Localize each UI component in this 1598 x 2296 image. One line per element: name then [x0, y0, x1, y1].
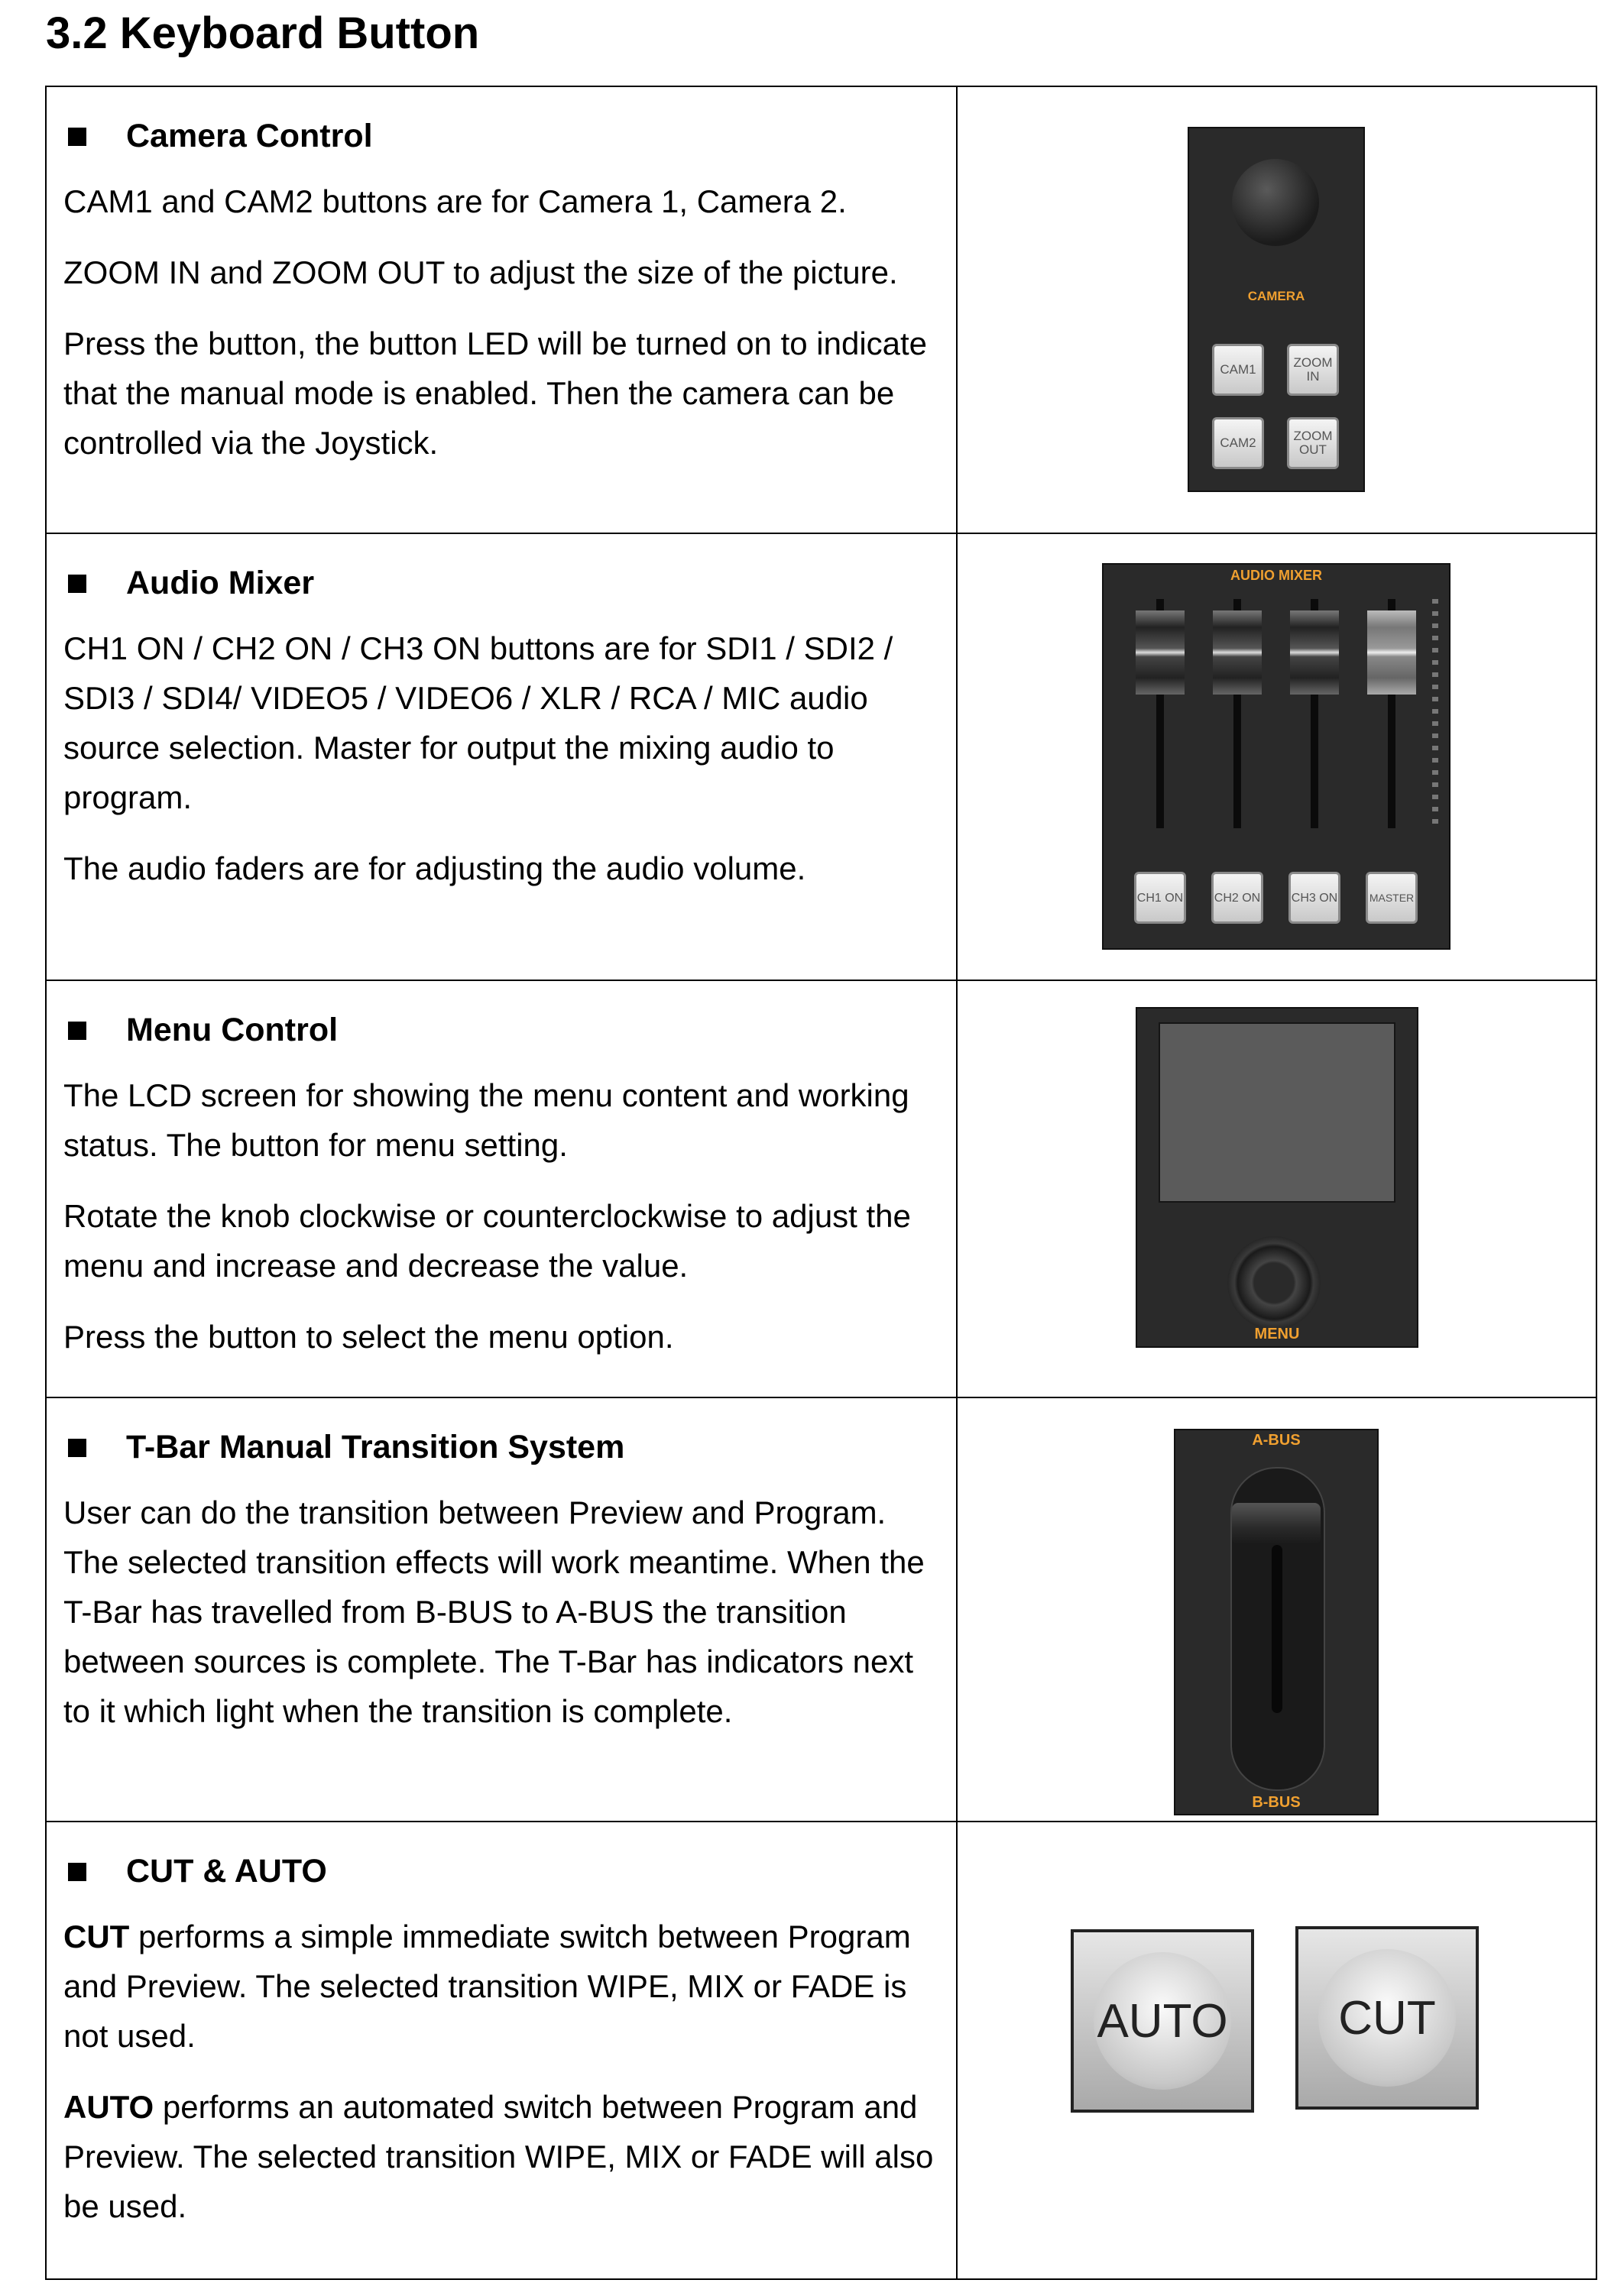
paragraph-rest: performs an automated switch between Program and Preview. The selected transition WIPE, MIX or FADE will also be used. — [63, 2089, 934, 2224]
keyboard-button-table — [45, 86, 1597, 2280]
menu-control-panel-image — [1136, 1007, 1418, 1348]
menu-knob-icon — [1227, 1236, 1321, 1329]
audio-mixer-image-cell — [957, 533, 1596, 980]
table-row-menu-control — [46, 980, 1596, 1397]
paragraph: User can do the transition between Preview and Program. The selected transition effects will work meantime. When the T-Bar has travelled from B-BUS to A-BUS the transition between sources is complete. The T-Bar has indicators next to it which light when the transition is complete. — [63, 1495, 925, 1729]
bold-term: AUTO — [63, 2089, 154, 2125]
cut-button-image — [1295, 1926, 1479, 2110]
camera-panel-label: CAMERA — [1247, 289, 1305, 303]
section-heading-text: T-Bar Manual Transition System — [126, 1429, 625, 1465]
camera-control-image-cell — [957, 86, 1596, 533]
paragraph: CAM1 and CAM2 buttons are for Camera 1, Camera 2. — [63, 183, 847, 219]
page-title: 3.2 Keyboard Button — [46, 8, 480, 58]
camera-control-text-cell — [46, 86, 957, 533]
menu-control-image-cell — [957, 980, 1596, 1397]
paragraph-rest: performs a simple immediate switch between Program and Preview. The selected transition WIPE, MIX or FADE is not used. — [63, 1919, 911, 2054]
ch3-on-button: CH3 ON — [1288, 872, 1340, 924]
audio-mixer-heading — [63, 565, 939, 602]
fader-knob — [1213, 610, 1262, 695]
table-row-t-bar — [46, 1397, 1596, 1822]
paragraph: Press the button, the button LED will be turned on to indicate that the manual mode is enabled. Then the camera can be controlled via the Joystick. — [63, 325, 928, 461]
paragraph: Rotate the knob clockwise or counterclockwise to adjust the menu and increase and decrease the value. — [63, 1198, 911, 1284]
paragraph: The audio faders are for adjusting the audio volume. — [63, 850, 806, 886]
master-button: MASTER — [1366, 872, 1418, 924]
paragraph: ZOOM IN and ZOOM OUT to adjust the size of the picture. — [63, 254, 898, 290]
paragraph — [63, 1912, 939, 2061]
cut-button-label: CUT — [1318, 1949, 1456, 2087]
t-bar-inner-slot — [1272, 1545, 1282, 1713]
audio-mixer-panel-image — [1102, 563, 1451, 950]
a-bus-label: A-BUS — [1252, 1432, 1301, 1449]
zoom-out-button: ZOOM OUT — [1287, 417, 1339, 469]
t-bar-panel-image — [1174, 1429, 1379, 1815]
audio-mixer-panel-label: AUDIO MIXER — [1230, 568, 1322, 583]
joystick-icon — [1232, 159, 1319, 246]
b-bus-label: B-BUS — [1252, 1794, 1301, 1811]
camera-control-panel-image — [1188, 127, 1365, 492]
table-row-audio-mixer — [46, 533, 1596, 980]
level-meter — [1432, 599, 1438, 828]
t-bar-image-cell — [957, 1397, 1596, 1822]
fader-knob — [1290, 610, 1339, 695]
section-heading-text: CUT & AUTO — [126, 1853, 327, 1890]
section-heading-text: Camera Control — [126, 118, 373, 154]
square-bullet-icon — [68, 1863, 86, 1881]
audio-mixer-text-cell — [46, 533, 957, 980]
square-bullet-icon — [68, 128, 86, 146]
cut-auto-text-cell — [46, 1822, 957, 2279]
table-row-cut-auto — [46, 1822, 1596, 2279]
cut-auto-heading — [63, 1853, 939, 1890]
menu-panel-label: MENU — [1254, 1326, 1300, 1342]
paragraph: Press the button to select the menu option. — [63, 1319, 674, 1355]
menu-control-text-cell — [46, 980, 957, 1397]
auto-button-label: AUTO — [1094, 1952, 1231, 2090]
t-bar-heading — [63, 1429, 939, 1466]
paragraph: The LCD screen for showing the menu content and working status. The button for menu setting. — [63, 1077, 909, 1163]
square-bullet-icon — [68, 1439, 86, 1457]
zoom-in-button: ZOOM IN — [1287, 344, 1339, 396]
t-bar-handle — [1232, 1503, 1321, 1544]
ch2-on-button: CH2 ON — [1211, 872, 1263, 924]
square-bullet-icon — [68, 575, 86, 593]
section-heading-text: Menu Control — [126, 1012, 339, 1048]
cam2-button: CAM2 — [1212, 417, 1264, 469]
table-row-camera-control — [46, 86, 1596, 533]
menu-control-heading — [63, 1012, 939, 1049]
fader-knob — [1136, 610, 1185, 695]
bold-term: CUT — [63, 1919, 130, 1954]
lcd-screen — [1159, 1022, 1395, 1203]
cut-auto-image-cell — [957, 1822, 1596, 2279]
auto-button-image — [1071, 1929, 1254, 2113]
paragraph — [63, 2082, 939, 2231]
camera-control-heading — [63, 118, 939, 155]
square-bullet-icon — [68, 1022, 86, 1040]
master-fader-knob — [1367, 610, 1416, 695]
t-bar-text-cell — [46, 1397, 957, 1822]
ch1-on-button: CH1 ON — [1134, 872, 1186, 924]
section-heading-text: Audio Mixer — [126, 565, 315, 601]
paragraph: CH1 ON / CH2 ON / CH3 ON buttons are for SDI1 / SDI2 / SDI3 / SDI4/ VIDEO5 / VIDEO6 / XLR / RCA / MIC audio source selection. Master for output the mixing audio to program. — [63, 630, 893, 815]
cam1-button: CAM1 — [1212, 344, 1264, 396]
